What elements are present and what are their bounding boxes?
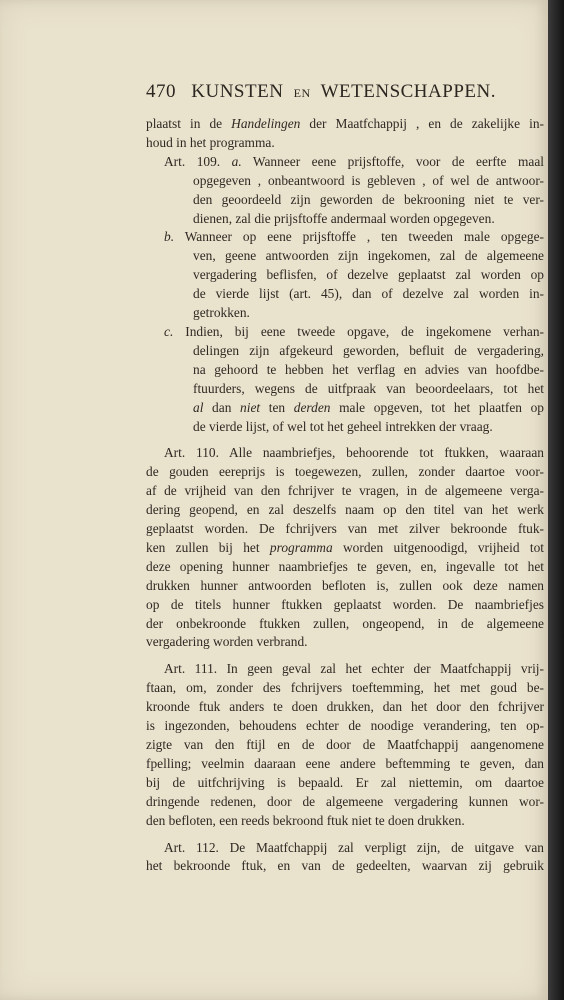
text-line: den geoordeeld zijn geworden de bekrooning niet te ver-: [193, 191, 544, 207]
text-line: Art. 109. a. Wanneer eene prijsftoffe, voor de eerfte maal: [164, 153, 544, 169]
text-line: dringende redenen, door de algemeene vergadering kunnen wor-: [146, 793, 544, 809]
text-line: der onbekroonde ftukken zullen, ongeopend, in de algemeene: [146, 615, 544, 631]
text-line: houd in het programma.: [146, 134, 275, 150]
text-line: opgegeven , onbeantwoord is gebleven , of wel de antwoor-: [193, 172, 544, 188]
text-line: af de vrijheid van den fchrijver te vragen, in de algemeene verga-: [146, 483, 544, 499]
text-line: de vierde lijst, of wel tot het geheel intrekken der vraag.: [193, 418, 493, 434]
text-line: vergadering beflisfen, of dezelve geplaatst zal worden op: [193, 267, 544, 283]
paragraph-gap: [146, 831, 544, 839]
text-line: b. Wanneer op eene prijsftoffe , ten tweeden male opgege-: [164, 229, 544, 245]
text-line: delingen zijn afgekeurd geworden, befluit de vergadering,: [193, 342, 544, 358]
text-line: de vierde lijst (art. 45), dan of dezelve zal worden in-: [193, 286, 544, 302]
text-line: Art. 112. De Maatfchappij zal verpligt zijn, de uitgave van: [164, 839, 544, 855]
text-line: ftaan, om, zonder des fchrijvers toeftemming, het met goud be-: [146, 680, 544, 696]
text-line: vergadering worden verbrand.: [146, 634, 308, 650]
text-line: al dan niet ten derden male opgeven, tot het plaatfen op: [193, 399, 545, 415]
text-line: de gouden eereprijs is toegewezen, zullen, zonder daartoe voor-: [146, 464, 544, 480]
text-line: zigte van den ftijl en de door de Maatfchappij aangenomene: [146, 737, 544, 752]
text-line: op de titels hunner ftukken geplaatst worden. De naambriefjes: [146, 596, 544, 612]
text-line: drukken hunner antwoorden befloten is, zullen ook deze namen: [146, 577, 544, 593]
text-line: kroonde ftuk anders te doen drukken, dan het door den fchrijver: [146, 699, 544, 715]
text-line: plaatst in de Handelingen der Maatfchappij , en de zakelijke in-: [146, 116, 544, 131]
text-line: ken zullen bij het programma worden uitgenoodigd, vrijheid tot: [146, 539, 544, 555]
paragraph-gap: [146, 652, 544, 660]
text-line: Art. 110. Alle naambriefjes, behoorende tot ftukken, waaraan: [164, 445, 544, 461]
page-edge-shadow: [548, 0, 564, 1000]
running-header: [146, 81, 496, 103]
page-number: 470: [146, 81, 176, 102]
text-line: Art. 111. In geen geval zal het echter der Maatfchappij vrij-: [164, 661, 544, 677]
text-line: het bekroonde ftuk, en van de gedeelten, waarvan zij gebruik: [146, 858, 544, 874]
text-line: dienen, zal die prijsftoffe andermaal worden opgegeven.: [193, 210, 495, 226]
text-line: den befloten, een reeds bekroond ftuk niet te doen drukken.: [146, 812, 465, 828]
text-line: na gehoord te hebben het verflag en advies van hoofdbe-: [193, 361, 544, 377]
text-line: fpelling; veelmin daaraan eene andere beftemming te geven, dan: [146, 755, 544, 771]
text-line: ftuurders, wegens de uitfpraak van beoordeelaars, tot het: [193, 380, 544, 396]
text-line: dering geopend, en zal deszelfs naam op den titel van het werk: [146, 502, 544, 518]
text-line: deze opening hunner naambriefjes te geven, en, ingevalle tot het: [146, 558, 544, 574]
text-line: geplaatst worden. De fchrijvers van met zilver bekroonde ftuk-: [146, 521, 544, 537]
text-line: bij de uitfchrijving is bepaald. Er zal niettemin, om daartoe: [146, 774, 544, 790]
paragraph-gap: [146, 436, 544, 444]
header-title-part2: WETENSCHAPPEN.: [320, 81, 496, 102]
text-line: ven, geene antwoorden zijn ingekomen, zal de algemeene: [193, 248, 544, 264]
header-title-en: EN: [293, 86, 311, 100]
text-line: c. Indien, bij eene tweede opgave, de ingekomene verhan-: [164, 323, 544, 339]
body-text: [146, 115, 544, 876]
text-line: getrokken.: [193, 305, 250, 321]
header-title-part1: KUNSTEN: [191, 81, 284, 102]
text-line: is ingezonden, behoudens echter de noodige verandering, ten op-: [146, 718, 544, 734]
